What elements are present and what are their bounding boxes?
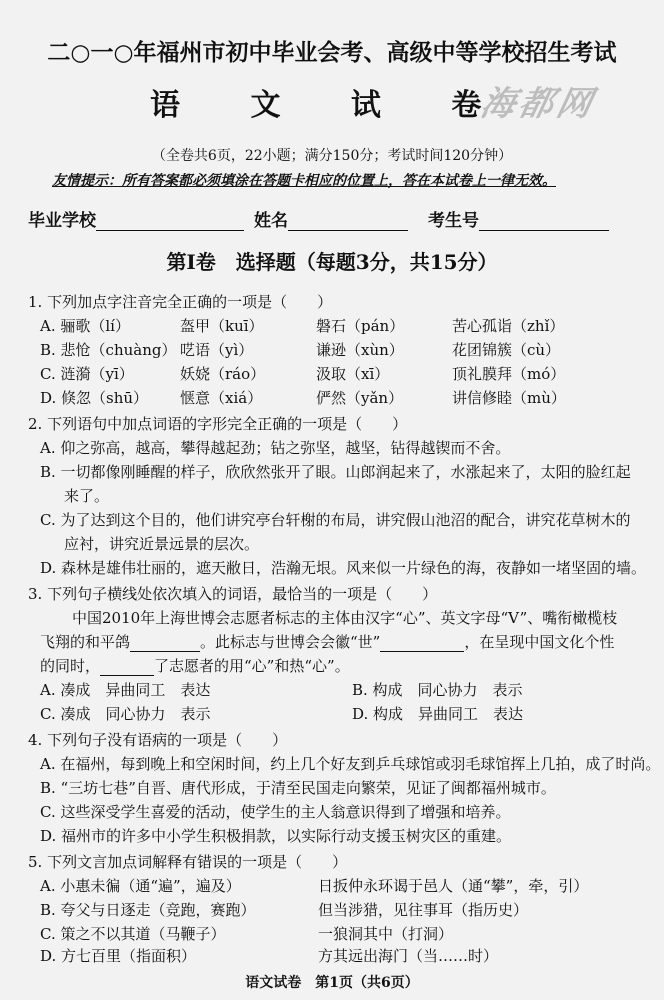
- q2-line: D. 森林是雄伟壮丽的，遮天敝日，浩瀚无垠。风来似一片绿色的海，夜静如一堵坚固的墙。: [40, 559, 647, 577]
- q5-r2c1: 一狼洞其中（打洞）: [318, 925, 454, 943]
- q2-line: 应衬，讲究近景远景的层次。: [64, 535, 260, 553]
- q1-r2c3: 顶礼膜拜（mó）: [452, 365, 566, 383]
- q4-stem: 4. 下列句子没有语病的一项是（ ）: [28, 731, 288, 749]
- name-blank[interactable]: [288, 214, 408, 231]
- q5-r1c0: B. 夸父与日逐走（竞跑，赛跑）: [40, 901, 256, 919]
- q5-r3c0: D. 方七百里（指面积）: [40, 947, 197, 965]
- q1-stem: 1. 下列加点字注音完全正确的一项是（ ）: [28, 293, 333, 311]
- q1-r0c2: 磐石（pán）: [316, 317, 405, 335]
- q1-r2c2: 汲取（xī）: [316, 365, 390, 383]
- q3-blank-3[interactable]: [100, 659, 154, 676]
- q3-para-line1: 中国2010年上海世博会志愿者标志的主体由汉字“心”、英文字母“V”、嘴衔橄榄枝: [72, 609, 618, 627]
- q3-para-line2: [40, 632, 614, 652]
- q1-r3c2: 俨然（yǎn）: [316, 389, 404, 407]
- q5-r3c1: 方其远出海门（当……时）: [318, 947, 499, 965]
- q1-r3c3: 讲信修睦（mù）: [452, 389, 566, 407]
- q5-stem: 5. 下列文言加点词解释有错误的一项是（ ）: [28, 853, 348, 871]
- school-field: [28, 206, 244, 231]
- q2-line: 来了。: [64, 487, 110, 505]
- q4-option-a: A. 在福州，每到晚上和空闲时间，约上几个好友到乒乓球馆或羽毛球馆挥上几拍，成了时尚。: [40, 755, 661, 773]
- q1-r1c2: 谦逊（xùn）: [316, 341, 404, 359]
- q2-line: B. 一切都像刚睡醒的样子，欣欣然张开了眼。山郎润起来了，水涨起来了，太阳的脸红起: [40, 463, 631, 481]
- q3-option-a: A. 凑成 异曲同工 表达: [40, 681, 211, 699]
- q5-r2c0: C. 策之不以其道（马鞭子）: [40, 925, 226, 943]
- q2-line: A. 仰之弥高，越高，攀得越起劲；钻之弥坚，越坚，钻得越锲而不舍。: [40, 439, 511, 457]
- q1-r1c1: 呓语（yì）: [180, 341, 254, 359]
- q3-text: 了志愿者的用“心”和热“心”。: [154, 657, 350, 675]
- section-title: 第Ⅰ卷 选择题（每题3分，共15分）: [166, 250, 498, 274]
- subject-title: 语 文 试 卷: [150, 88, 512, 123]
- q3-text: 飞翔的和平鸽: [40, 633, 131, 651]
- id-label: 考生号: [428, 211, 479, 231]
- q4-option-c: C. 这些深受学生喜爱的活动，使学生的主人翁意识得到了增强和培养。: [40, 803, 511, 821]
- q3-stem: 3. 下列句子横线处依次填入的词语，最恰当的一项是（ ）: [28, 585, 438, 603]
- q3-option-d: D. 构成 异曲同工 表达: [352, 705, 524, 723]
- q1-r0c3: 苦心孤诣（zhǐ）: [452, 317, 565, 335]
- q1-r1c0: B. 悲怆（chuàng）: [40, 341, 177, 359]
- school-blank[interactable]: [96, 214, 244, 231]
- q1-r0c1: 盔甲（kuī）: [180, 317, 264, 335]
- q3-para-line3: [40, 656, 350, 676]
- q3-text: ，在呈现中国文化个性: [464, 633, 615, 651]
- q3-option-c: C. 凑成 同心协力 表示: [40, 705, 211, 723]
- q3-option-b: B. 构成 同心协力 表示: [352, 681, 523, 699]
- page-footer: 语文试卷 第1页（共6页）: [245, 975, 419, 991]
- q2-line: C. 为了达到这个目的，他们讲究亭台轩榭的布局，讲究假山池沼的配合，讲究花草树木的: [40, 511, 631, 529]
- q3-text: 的同时，: [40, 657, 101, 675]
- notice-text: 友情提示：所有答案都必须填涂在答题卡相应的位置上，答在本试卷上一律无效。: [52, 173, 556, 189]
- q4-option-b: B. “三坊七巷”自晋、唐代形成，于清至民国走向繁荣，见证了闽都福州城市。: [40, 779, 556, 797]
- q3-blank-1[interactable]: [130, 635, 200, 652]
- q5-r0c1: 日扳仲永环谒于邑人（通“攀”，牵，引）: [318, 877, 589, 895]
- q3-text: 。此标志与世博会会徽“世”: [200, 633, 381, 651]
- q1-r0c0: A. 骊歌（lí）: [40, 317, 130, 335]
- q1-r1c3: 花团锦簇（cù）: [452, 341, 561, 359]
- q1-r3c1: 惬意（xiá）: [180, 389, 263, 407]
- id-field: [428, 206, 609, 231]
- q2-stem: 2. 下列语句中加点词语的字形完全正确的一项是（ ）: [28, 415, 408, 433]
- q5-r0c0: A. 小惠未徧（通“遍”，遍及）: [40, 877, 241, 895]
- q1-r3c0: D. 倏忽（shū）: [40, 389, 149, 407]
- q1-r2c1: 妖娆（ráo）: [180, 365, 266, 383]
- id-blank[interactable]: [479, 214, 609, 231]
- q3-blank-2[interactable]: [380, 635, 464, 652]
- q1-r2c0: C. 涟漪（yī）: [40, 365, 134, 383]
- q4-option-d: D. 福州市的许多中小学生积极捐款，以实际行动支援玉树灾区的重建。: [40, 827, 512, 845]
- q5-r1c1: 但当涉猎，见往事耳（指历史）: [318, 901, 529, 919]
- name-label: 姓名: [254, 211, 288, 231]
- exam-info: （全卷共6页，22小题；满分150分；考试时间120分钟）: [151, 148, 513, 164]
- name-field: [254, 206, 408, 231]
- watermark-logo: 海都网: [477, 84, 600, 124]
- exam-title: 二○一○年福州市初中毕业会考、高级中等学校招生考试: [47, 39, 617, 66]
- school-label: 毕业学校: [28, 211, 96, 231]
